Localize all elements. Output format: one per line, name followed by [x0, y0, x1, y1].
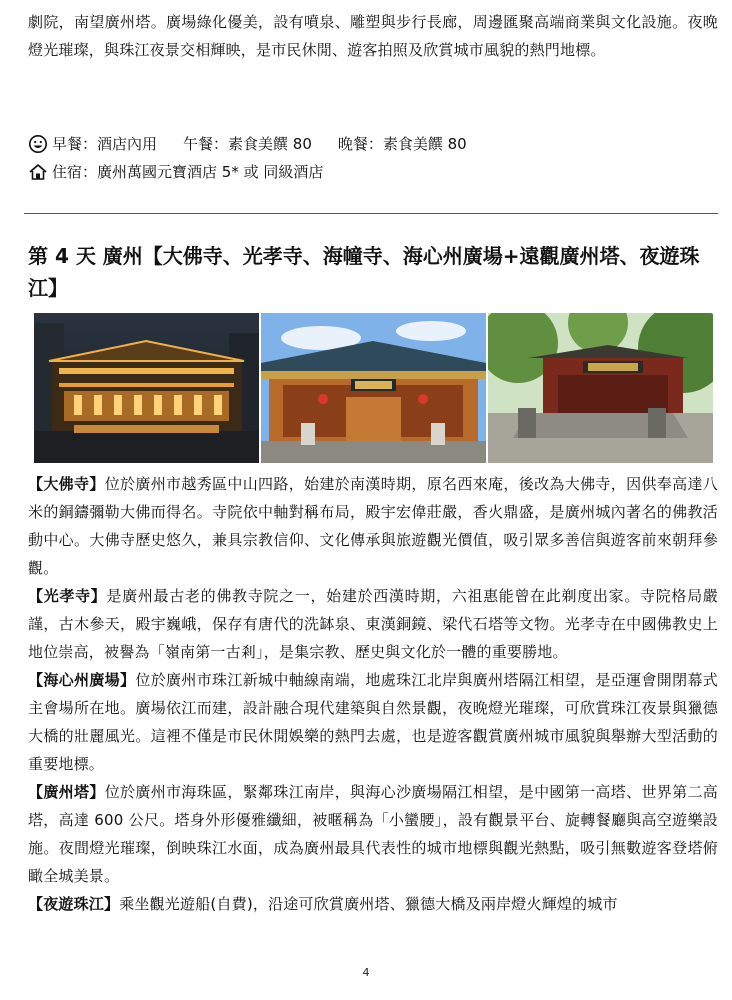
section-text: 位於廣州市珠江新城中軸線南端，地處珠江北岸與廣州塔隔江相望，是亞運會開閉幕式主會場所在地。廣場依江而建，設計融合現代建築與自然景觀，夜晚燈光璀璨，可欣賞珠江夜景與獵德大橋的壯麗風光。這裡不僅是市民休閒娛樂的熱門去處，也是遊客觀賞廣州城市風貌與舉辦大型活動的重要地標。: [28, 671, 718, 773]
dinner-text: 晚餐：素食美饌 80: [337, 135, 467, 153]
section-canton-tower: [28, 778, 718, 890]
meals-line: [28, 132, 467, 156]
intro-paragraph: 劇院，南望廣州塔。廣場綠化優美，設有噴泉、雕塑與步行長廊，周邊匯聚高端商業與文化設施。夜晚燈光璀璨，與珠江夜景交相輝映，是市民休閒、遊客拍照及欣賞城市風貌的熱門地標。: [28, 13, 718, 59]
attractions-body: [28, 470, 718, 918]
section-tag: 【光孝寺】: [28, 587, 107, 605]
section-tag: 【大佛寺】: [28, 475, 105, 493]
section-text: 乘坐觀光遊船(自費)，沿途可欣賞廣州塔、獵德大橋及兩岸燈火輝煌的城市: [119, 895, 618, 913]
accommodation-line: [28, 160, 323, 184]
photo-temple-gate: [261, 313, 486, 463]
section-text: 位於廣州市越秀區中山四路，始建於南漢時期，原名西來庵，後改為大佛寺，因供奉高達八米的銅鑄彌勒大佛而得名。寺院依中軸對稱布局，殿宇宏偉莊嚴，香火鼎盛，是廣州城內著名的佛教活動中心。大佛寺歷史悠久，兼具宗教信仰、文化傳承與旅遊觀光價值，吸引眾多善信與遊客前來朝拜參觀。: [28, 475, 718, 577]
section-tag: 【廣州塔】: [28, 783, 105, 801]
section-text: 是廣州最古老的佛教寺院之一，始建於西漢時期，六祖惠能曾在此剃度出家。寺院格局嚴謹，古木參天，殿宇巍峨，保存有唐代的洗缽泉、東漢銅鏡、梁代石塔等文物。光孝寺在中國佛教史上地位崇高，被譽為「嶺南第一古剎」，是集宗教、歷史與文化於一體的重要勝地。: [28, 587, 718, 661]
section-divider: [24, 213, 718, 214]
lunch-text: 午餐：素食美饌 80: [183, 135, 312, 153]
section-dafo-temple: [28, 470, 718, 582]
section-text: 位於廣州市海珠區，緊鄰珠江南岸，與海心沙廣場隔江相望，是中國第一高塔、世界第二高塔，高達 600 公尺。塔身外形優雅纖細，被暱稱為「小蠻腰」，設有觀景平台、旋轉餐廳與高空遊樂設施。夜間燈光璀璨，倒映珠江水面，成為廣州最具代表性的城市地標與觀光熱點，吸引無數遊客登塔俯瞰全城美景。: [28, 783, 718, 885]
day-title: 第 4 天 廣州【大佛寺、光孝寺、海幢寺、海心州廣場+遠觀廣州塔、夜遊珠江】: [28, 244, 700, 300]
hotel-icon: [28, 162, 48, 182]
breakfast-text: 早餐：酒店內用: [52, 135, 158, 153]
accommodation-text: 住宿：廣州萬國元寶酒店 5* 或 同級酒店: [52, 163, 324, 181]
section-tag: 【夜遊珠江】: [28, 895, 120, 913]
section-haixinzhou-square: [28, 666, 718, 778]
section-tag: 【海心州廣場】: [28, 671, 136, 689]
section-pearl-river-night-cruise: [28, 890, 718, 918]
section-guangxiao-temple: [28, 582, 718, 666]
photo-dafo-temple-night: [34, 313, 259, 463]
photo-guangxiao-temple: [488, 313, 713, 463]
meal-icon: [28, 134, 48, 154]
photo-strip: [34, 313, 714, 463]
page-number: 4: [362, 966, 370, 979]
